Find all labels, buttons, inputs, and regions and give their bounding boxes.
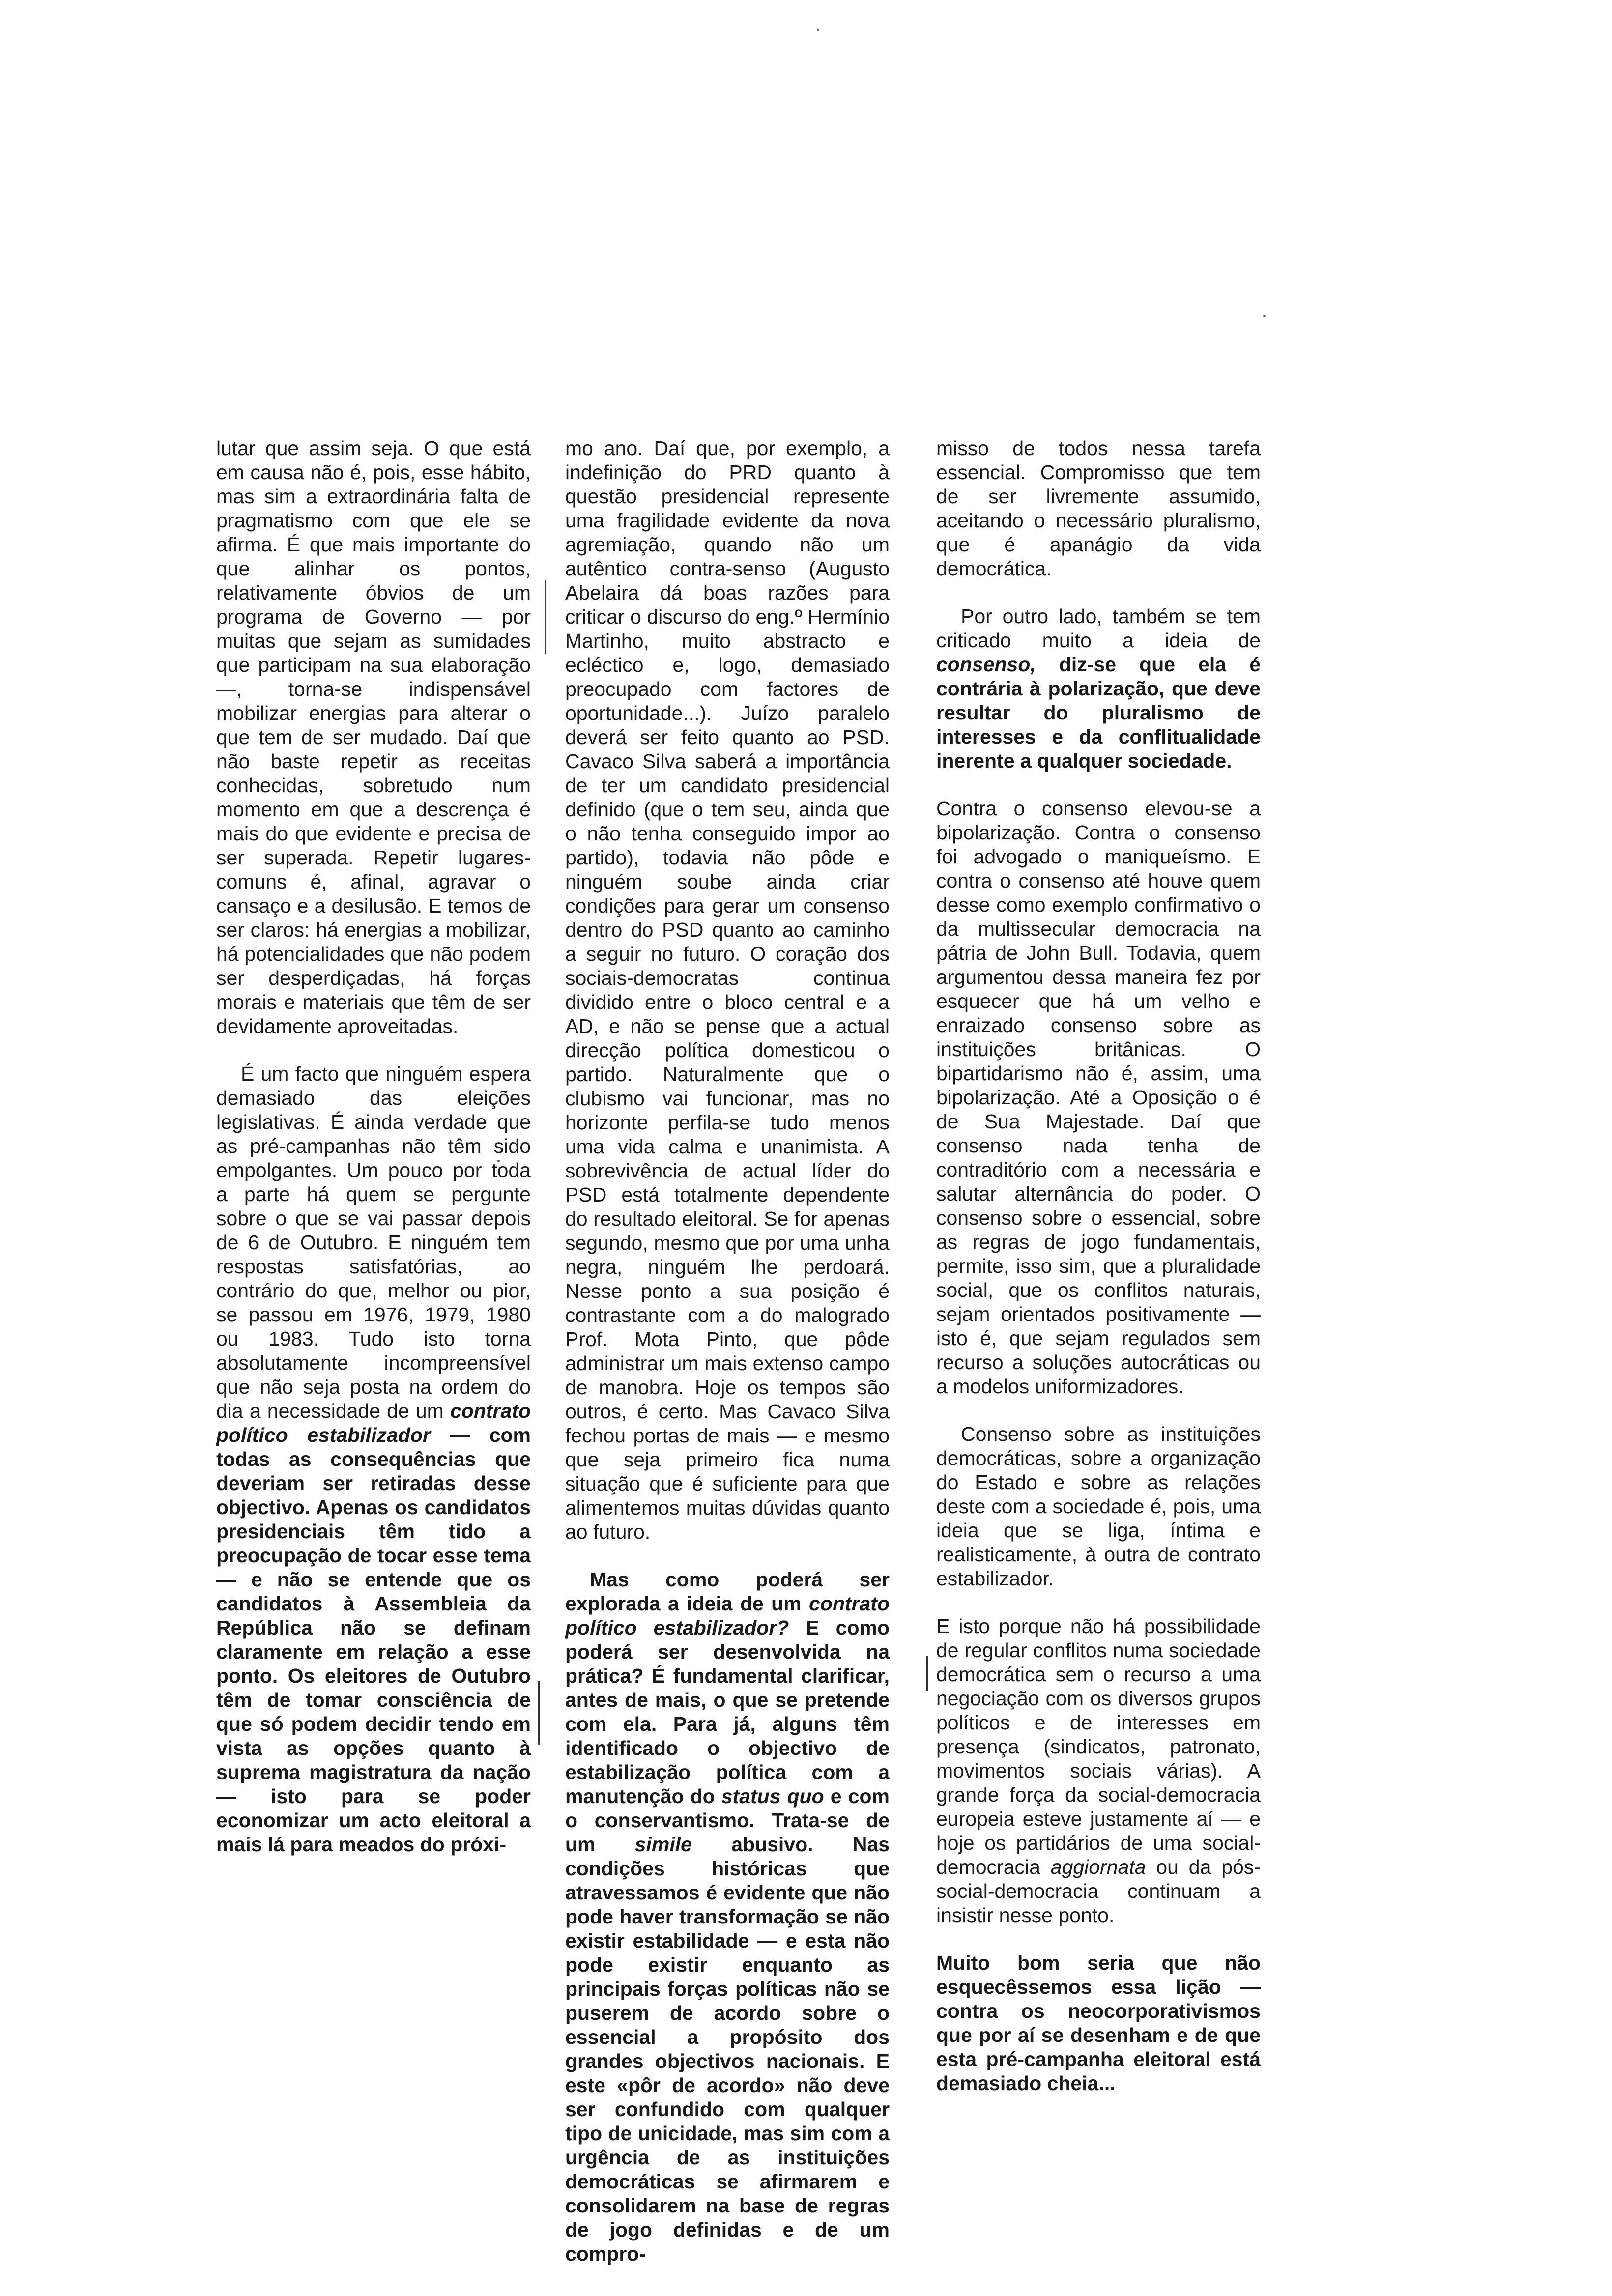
article-column-3 <box>936 436 1261 2119</box>
column-3-paragraph-6: Muito bom seria que não esquecêssemos essa lição — contra os neocorporativismos que por aí se desenham e de que esta pré-campanha eleitoral está demasiado cheia... <box>936 1952 1261 2095</box>
column-2-paragraph-1: mo ano. Daí que, por exemplo, a indefinição do PRD quanto à questão presidencial represente uma fragilidade evidente da nova agremiação, quando não um autêntico contra-senso (Augusto Abelaira dá boas razões para criticar o discurso do eng.º Hermínio Martinho, muito abstracto e ecléctico e, logo, demasiado preocupado com factores de oportunidade...). Juízo paralelo deverá ser feito quanto ao PSD. Cavaco Silva saberá a importância de ter um candidato presidencial definido (que o tem seu, ainda que o não tenha conseguido impor ao partido), todavia não pôde e ninguém soube ainda criar condições para gerar um consenso dentro do PSD quanto ao caminho a seguir no futuro. O coração dos sociais-democratas continua dividido entre o bloco central e a AD, e não se pense que a actual direcção política domesticou o partido. Naturalmente que o clubismo vai funcionar, mas no horizonte perfila-se tudo menos uma vida calma e unanimista. A sobrevivência de actual líder do PSD está totalmente dependente do resultado eleitoral. Se for apenas segundo, mesmo que por uma unha negra, ninguém lhe perdoará. Nesse ponto a sua posição é contrastante com a do malogrado Prof. Mota Pinto, que pôde administrar um mais extenso campo de manobra. Hoje os tempos são outros, é certo. Mas Cavaco Silva fechou portas de mais — e mesmo que seja primeiro fica numa situação que é suficiente para que alimentemos muitas dúvidas quanto ao futuro. <box>565 437 890 1543</box>
emphasis-consenso: consenso, <box>936 653 1036 676</box>
emphasis-simile: simile <box>634 1833 692 1856</box>
column-1-paragraph-1: lutar que assim seja. O que está em causa não é, pois, esse hábito, mas sim a extraordinária falta de pragmatismo com que ele se afirma. É que mais importante do que alinhar os pontos, relativamente óbvios de um programa de Governo — por muitas que sejam as sumidades que participam na sua elaboração —, torna-se indispensável mobilizar energias para alterar o que tem de ser mudado. Daí que não baste repetir as receitas conhecidas, sobretudo num momento em que a descrença é mais do que evidente e precisa de ser superada. Repetir lugares-comuns é, afinal, agravar o cansaço e a desilusão. E temos de ser claros: há energias a mobilizar, há potencialidades que não podem ser desperdiçadas, há forças morais e materiais que têm de ser devidamente aproveitadas. <box>216 437 531 1037</box>
margin-mark <box>545 580 546 654</box>
emphasis-status-quo: status quo <box>721 1785 824 1808</box>
article-column-1 <box>216 436 531 1880</box>
emphasis-contrato-question: contrato político estabilizador? <box>565 1592 890 1639</box>
column-1-paragraph-2: É um facto que ninguém espera demasiado das eleições legislativas. É ainda verdade que as pré-campanhas não têm sido empolgantes. Um pouco por toda a parte há quem se pergunte sobre o que se vai passar depois de 6 de Outubro. E ninguém tem respostas satisfatórias, ao contrário do que, melhor ou pior, se passou em 1976, 1979, 1980 ou 1983. Tudo isto torna absolutamente incompreensível que não seja posta na ordem do dia a necessidade de um contrato político estabilizador — com todas as consequências que deveriam ser retiradas desse objectivo. Apenas os candidatos presidenciais têm tido a preocupação de tocar esse tema — e não se entende que os candidatos à Assembleia da República não se definam claramente em relação a esse ponto. Os eleitores de Outubro têm de tomar consciência de que só podem decidir tendo em vista as opções quanto à suprema magistratura da nação — isto para se poder economizar um acto eleitoral a mais lá para meados do próxi- <box>216 1062 531 1856</box>
scan-speck <box>1263 315 1266 317</box>
article-column-2 <box>565 436 890 2290</box>
scan-speck <box>817 29 819 31</box>
margin-mark <box>538 1681 540 1745</box>
column-3-paragraph-4: Consenso sobre as instituições democráticas, sobre a organização do Estado e sobre as relações deste com a sociedade é, pois, uma ideia que se liga, íntima e realisticamente, à outra de contrato estabilizador. <box>936 1423 1261 1590</box>
emphasis-aggiornata: aggiornata <box>1050 1856 1146 1878</box>
column-3-paragraph-3: Contra o consenso elevou-se a bipolarização. Contra o consenso foi advogado o maniqueísmo. E contra o consenso até houve quem desse como exemplo confirmativo o da multissecular democracia na pátria de John Bull. Todavia, quem argumentou dessa maneira fez por esquecer que há um velho e enraizado consenso sobre as instituições britânicas. O bipartidarismo não é, assim, uma bipolarização. Até a Oposição o é de Sua Majestade. Daí que consenso nada tenha de contraditório com a necessária e salutar alternância do poder. O consenso sobre o essencial, sobre as regras de jogo fundamentais, permite, isso sim, que a pluralidade social, que os conflitos naturais, sejam orientados positivamente — isto é, que sejam regulados sem recurso a soluções autocráticas ou a modelos uniformizadores. <box>936 797 1261 1398</box>
column-3-paragraph-2: Por outro lado, também se tem criticado muito a ideia de consenso, diz-se que ela é contrária à polarização, que deve resultar do pluralismo de interesses e da conflitualidade inerente a qualquer sociedade. <box>936 605 1261 772</box>
margin-mark <box>926 1656 928 1691</box>
emphasis-contrato: contrato político estabilizador <box>216 1400 531 1446</box>
column-3-paragraph-1: misso de todos nessa tarefa essencial. Compromisso que tem de ser livremente assumido, aceitando o necessário pluralismo, que é apanágio da vida democrática. <box>936 437 1261 580</box>
column-3-paragraph-5: E isto porque não há possibilidade de regular conflitos numa sociedade democrática sem o recurso a uma negociação com os diversos grupos políticos e de interesses em presença (sindicatos, patronato, movimentos sociais várias). A grande força da social-democracia europeia esteve justamente aí — e hoje os partidários de uma social-democracia aggiornata ou da pós-social-democracia continuam a insistir nesse ponto. <box>936 1615 1261 1926</box>
column-2-paragraph-2: Mas como poderá ser explorada a ideia de um contrato político estabilizador? E como poderá ser desenvolvida na prática? É fundamental clarificar, antes de mais, o que se pretende com ela. Para já, alguns têm identificado o objectivo de estabilização política com a manutenção do status quo e com o conservantismo. Trata-se de um simile abusivo. Nas condições históricas que atravessamos é evidente que não pode haver transformação se não existir estabilidade — e esta não pode existir enquanto as principais forças políticas não se puserem de acordo sobre o essencial a propósito dos grandes objectivos nacionais. E este «pôr de acordo» não deve ser confundido com qualquer tipo de unicidade, mas sim com a urgência de as instituições democráticas se afirmarem e consolidarem na base de regras de jogo definidas e de um compro- <box>565 1568 890 2265</box>
